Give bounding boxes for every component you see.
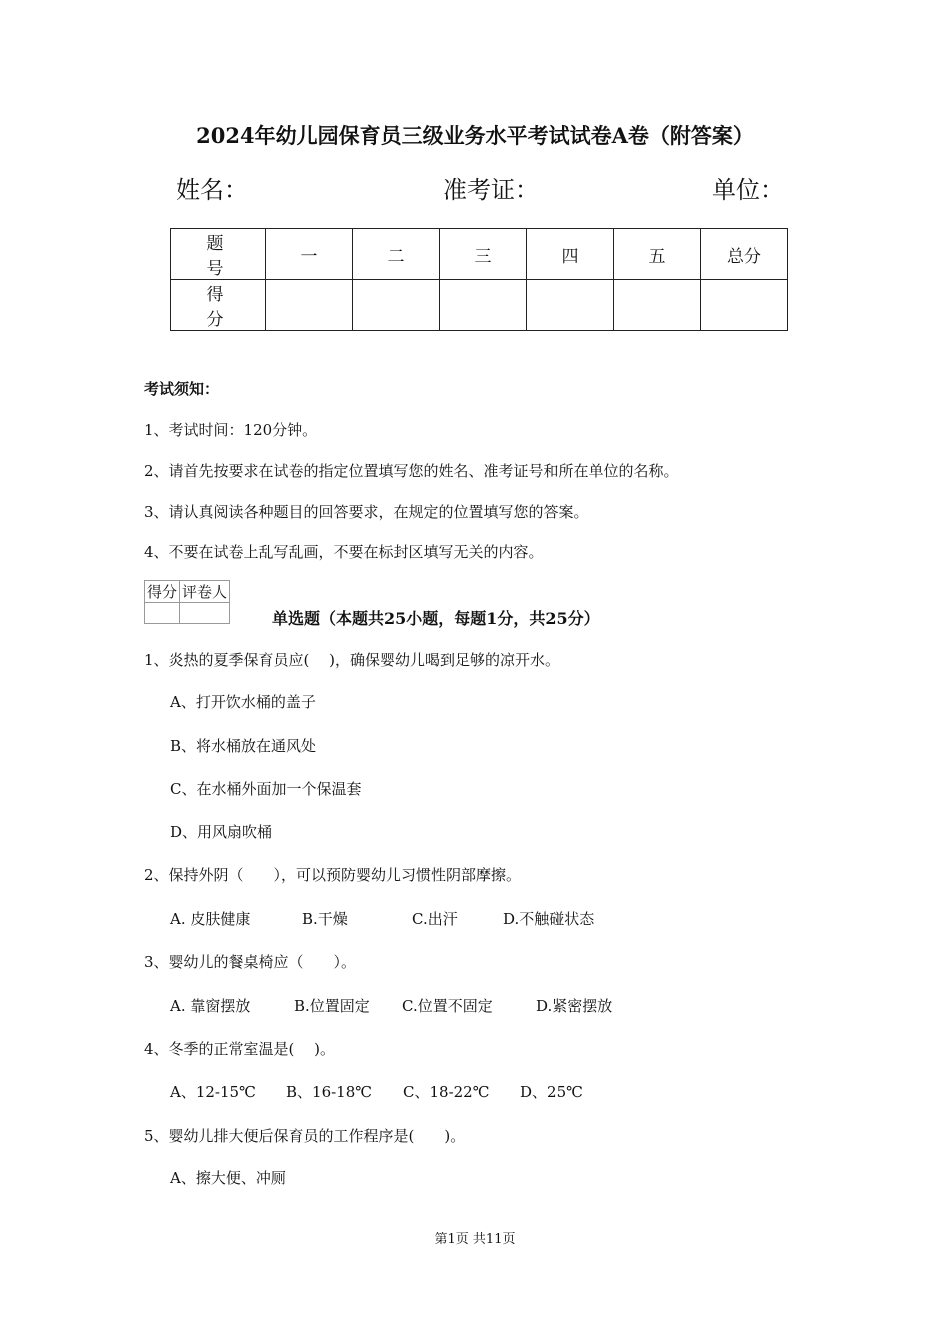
option-b[interactable]: B、16-18℃ — [286, 1083, 373, 1101]
unit-label: 单位： — [712, 176, 784, 204]
section-title: 单选题（本题共25小题，每题1分，共25分） — [272, 609, 600, 628]
grader-name-cell[interactable] — [180, 603, 230, 624]
score-table — [170, 228, 788, 331]
option-c[interactable]: C.出汗 — [412, 910, 458, 928]
page-footer: 第1页 共11页 — [434, 1232, 516, 1247]
score-table-cell: 三 — [440, 229, 527, 280]
score-input-cell[interactable] — [701, 280, 788, 331]
question-stem: 2、保持外阴（ ），可以预防婴幼儿习惯性阴部摩擦。 — [144, 866, 522, 884]
question-stem: 3、婴幼儿的餐桌椅应（ ）。 — [144, 953, 357, 971]
score-input-cell[interactable] — [440, 280, 527, 331]
page-title: 2024年幼儿园保育员三级业务水平考试试卷A卷（附答案） — [196, 123, 754, 148]
score-table-cell: 题 号 — [171, 229, 266, 280]
question-stem: 4、冬季的正常室温是( )。 — [144, 1040, 336, 1058]
grader-name-label: 评卷人 — [180, 581, 230, 603]
grader-score-cell[interactable] — [145, 603, 180, 624]
grader-box — [144, 580, 230, 624]
name-label: 姓名： — [176, 176, 248, 204]
option-b[interactable]: B.干燥 — [302, 910, 348, 928]
option-d[interactable]: D、25℃ — [520, 1083, 583, 1101]
option-a[interactable]: A、擦大便、冲厕 — [170, 1169, 286, 1187]
option-a[interactable]: A、打开饮水桶的盖子 — [170, 693, 316, 711]
score-input-cell[interactable] — [353, 280, 440, 331]
option-b[interactable]: B.位置固定 — [294, 997, 370, 1015]
score-table-cell: 总分 — [701, 229, 788, 280]
question-stem: 5、婴幼儿排大便后保育员的工作程序是( )。 — [144, 1127, 466, 1145]
notice-item: 4、不要在试卷上乱写乱画，不要在标封区填写无关的内容。 — [144, 543, 544, 561]
score-table-cell: 二 — [353, 229, 440, 280]
option-d[interactable]: D、用风扇吹桶 — [170, 823, 273, 841]
score-table-cell: 五 — [614, 229, 701, 280]
option-d[interactable]: D.不触碰状态 — [503, 910, 595, 928]
score-table-cell: 一 — [266, 229, 353, 280]
score-table-header-row — [171, 229, 788, 280]
score-table-cell: 四 — [527, 229, 614, 280]
notice-item: 1、考试时间：120分钟。 — [144, 421, 318, 439]
option-c[interactable]: C、18-22℃ — [403, 1083, 490, 1101]
exam-id-label: 准考证： — [443, 176, 539, 204]
score-table-score-row — [171, 280, 788, 331]
notice-heading: 考试须知： — [144, 380, 220, 398]
option-b[interactable]: B、将水桶放在通风处 — [170, 737, 317, 755]
score-input-cell[interactable] — [527, 280, 614, 331]
option-a[interactable]: A、12-15℃ — [170, 1083, 256, 1101]
score-input-cell[interactable] — [266, 280, 353, 331]
option-a[interactable]: A. 靠窗摆放 — [170, 997, 251, 1015]
notice-item: 3、请认真阅读各种题目的回答要求，在规定的位置填写您的答案。 — [144, 503, 589, 521]
score-table-cell: 得 分 — [171, 280, 266, 331]
option-c[interactable]: C、在水桶外面加一个保温套 — [170, 780, 362, 798]
score-input-cell[interactable] — [614, 280, 701, 331]
notice-item: 2、请首先按要求在试卷的指定位置填写您的姓名、准考证号和所在单位的名称。 — [144, 462, 679, 480]
grader-score-label: 得分 — [145, 581, 180, 603]
option-d[interactable]: D.紧密摆放 — [536, 997, 613, 1015]
option-c[interactable]: C.位置不固定 — [402, 997, 493, 1015]
option-a[interactable]: A. 皮肤健康 — [170, 910, 251, 928]
question-stem: 1、炎热的夏季保育员应( )，确保婴幼儿喝到足够的凉开水。 — [144, 651, 561, 669]
